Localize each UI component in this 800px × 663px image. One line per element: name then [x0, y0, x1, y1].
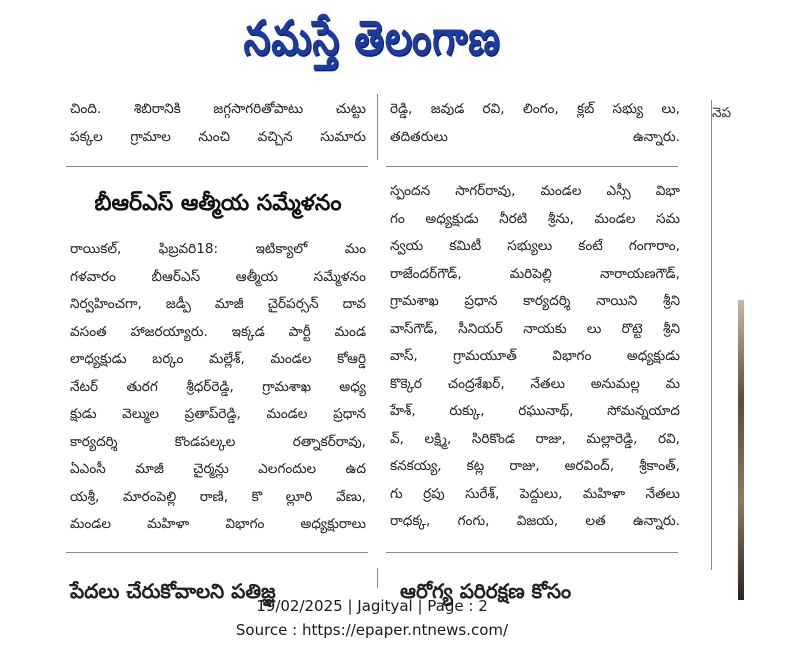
text-line: నేటర్ తురగ శ్రీధర్‌రెడ్డి, గ్రామశాఖ అధ్య — [70, 378, 366, 395]
text-line: నె — [712, 105, 722, 121]
text-line: చింది. శిబిరానికి జగ్గసాగరితోపాటు చుట్టు — [70, 101, 366, 117]
adjacent-photo-edge — [738, 300, 744, 600]
text-line: ప — [721, 105, 732, 121]
text-line: వాస్‌గౌడ్, సీనియర్ నాయకు లు రొట్టె శ్రీని — [390, 320, 680, 337]
text-line: రాజేందర్‌గౌడ్, మరిపెల్లి నారాయణగౌడ్, — [390, 265, 680, 282]
next-headline-right-cutoff: ఆరోగ్య పరిరక్షణ కోసం — [400, 579, 572, 603]
right-column-top-text — [390, 96, 680, 158]
footer-meta: 19/02/2025 | Jagityal | Page : 2 — [256, 597, 488, 615]
next-headline-left-cutoff: పేదలు చేరుకోవాలని పతిజ్ఞ — [70, 579, 276, 603]
text-line: రెడ్డి, జవుడ రవి, లింగం, క్లబ్ సభ్యు లు, — [390, 101, 680, 117]
footer — [0, 594, 744, 654]
text-line: కార్యదర్శి కొండపల్కల రత్నాకర్‌రావు, — [70, 433, 366, 450]
left-column-top-text — [70, 96, 366, 158]
text-line: హేశ్, రుక్కు, రఘునాథ్, సోమన్నయాద — [390, 403, 680, 419]
section-divider-left — [66, 166, 368, 167]
text-line: కనకయ్య, కట్ల రాజు, అరవింద్, శ్రీకాంత్, — [390, 458, 680, 474]
column-divider-bottom — [377, 568, 378, 588]
right-column-body — [390, 178, 680, 558]
column-divider-top — [377, 94, 378, 160]
adjacent-column-edge — [712, 100, 744, 597]
text-line — [796, 105, 800, 121]
left-column-body — [70, 236, 366, 536]
bottom-divider-left — [66, 552, 368, 553]
text-line: యశ్రీ, మారంపెల్లి రాణి, కొ ల్లూరి వేణు, — [70, 488, 366, 505]
text-line: కొక్కెర చంద్రశేఖర్, నేతలు అనుమల్ల మ — [390, 375, 680, 392]
text-line: వాస్, గ్రామయూత్ విభాగం అధ్యక్షుడు — [390, 348, 680, 364]
text-line: లాధ్యక్షుడు బర్కం మల్లేశ్, మండల కోఆర్డి — [70, 351, 366, 367]
text-line: ఏఎంసీ మాజీ చైర్మన్లు ఎలగందుల ఉద — [70, 461, 366, 477]
footer-source: Source : https://epaper.ntnews.com/ — [235, 621, 509, 639]
text-line: స్పందన సాగర్‌రావు, మండల ఎస్సీ విభా — [390, 183, 680, 199]
text-line: గు ర్రపు సురేశ్, పెద్దులు, మహిళా నేతలు — [390, 485, 680, 502]
text-line: నిర్వహించగా, జడ్పీ మాజీ చైర్‌పర్సన్ దావ — [70, 296, 366, 312]
text-line: న్వయ కమిటీ సభ్యులు కంటే గంగారాం, — [390, 238, 680, 254]
text-line: రాధక్క, గంగు, విజయ, లత ఉన్నారు. — [390, 513, 680, 529]
masthead-logo: నమస్తే తెలంగాణ — [243, 8, 501, 65]
section-divider-right — [386, 166, 678, 167]
newspaper-clipping — [0, 86, 744, 603]
article-headline: బీఆర్ఎస్ ఆత్మీయ సమ్మేళనం — [94, 191, 342, 216]
adjacent-column-text — [712, 100, 744, 128]
text-line: వసంత హాజరయ్యారు. ఇక్కడ పార్టీ మండ — [70, 323, 366, 340]
text-line: గం అధ్యక్షుడు నీరటి శ్రీను, మండల సమ — [390, 210, 680, 227]
text-line: పక్కల గ్రామాల నుంచి వచ్చిన సుమారు — [70, 128, 366, 145]
right-border-rule — [711, 100, 712, 570]
bottom-divider-right — [386, 552, 678, 553]
text-line: గ్రామశాఖ ప్రధాన కార్యదర్శి నాయిని శ్రీని — [390, 293, 680, 309]
text-line: తదితరులు ఉన్నారు. — [390, 128, 680, 145]
text-line: వ్, లక్ష్మి, సిరికొండ రాజు, మల్లారెడ్డి, రవి, — [390, 430, 680, 447]
text-line: క్షుడు వెల్ముల ప్రతాప్‌రెడ్డి, మండల ప్రధాన — [70, 406, 366, 422]
text-line: గళవారం బీఆర్ఎస్ ఆత్మీయ సమ్మేళనం — [70, 268, 366, 285]
masthead — [0, 0, 744, 86]
text-line: రాయికల్, ఫిబ్రవరి18: ఇటిక్యాలో మం — [70, 241, 366, 257]
text-line: మండల మహిళా విభాగం అధ్యక్షురాలు — [70, 516, 366, 532]
